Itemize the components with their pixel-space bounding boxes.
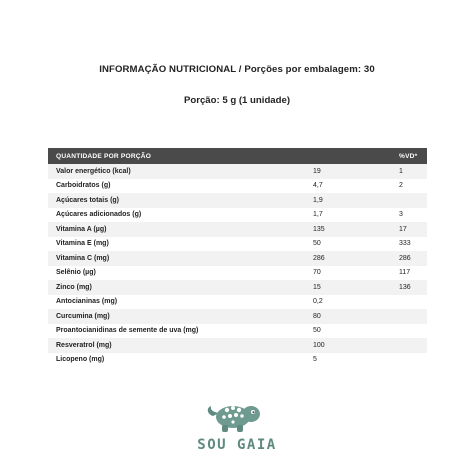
nutrient-name: Proantocianidinas de semente de uva (mg) xyxy=(56,327,199,335)
table-row xyxy=(48,222,427,237)
nutrient-vd: 333 xyxy=(399,240,411,248)
nutrient-amount: 50 xyxy=(313,327,321,335)
table-row xyxy=(48,179,427,194)
table-row xyxy=(48,164,427,179)
dinosaur-mascot-icon xyxy=(205,396,269,436)
nutrition-title: INFORMAÇÃO NUTRICIONAL / Porções por embalagem: 30 xyxy=(99,64,375,75)
nutrient-name: Zinco (mg) xyxy=(56,283,92,291)
brand-name: SOU GAIA xyxy=(197,437,277,453)
table-row xyxy=(48,295,427,310)
nutrient-amount: 70 xyxy=(313,269,321,277)
portion-size: Porção: 5 g (1 unidade) xyxy=(183,95,291,106)
nutrient-name: Selênio (µg) xyxy=(56,269,96,277)
nutrient-name: Antocianinas (mg) xyxy=(56,298,118,306)
table-row xyxy=(48,353,427,368)
table-row xyxy=(48,193,427,208)
nutrient-vd xyxy=(391,193,427,208)
table-row xyxy=(48,237,427,252)
nutrient-vd: 3 xyxy=(399,211,403,219)
nutrient-amount: 1,9 xyxy=(313,196,323,204)
nutrient-name: Açúcares totais (g) xyxy=(56,196,120,204)
nutrient-vd: 136 xyxy=(399,283,411,291)
nutrient-vd xyxy=(391,338,427,353)
nutrient-amount: 50 xyxy=(313,240,321,248)
table-row xyxy=(48,251,427,266)
nutrition-table xyxy=(48,148,427,367)
nutrient-name: Vitamina E (mg) xyxy=(56,240,109,248)
nutrient-vd xyxy=(391,353,427,368)
table-row xyxy=(48,309,427,324)
nutrient-name: Valor energético (kcal) xyxy=(56,167,131,175)
brand-logo xyxy=(0,396,474,474)
table-row xyxy=(48,324,427,339)
nutrient-vd: 1 xyxy=(399,167,403,175)
column-header-vd: %VD* xyxy=(399,152,418,160)
nutrient-name: Resveratrol (mg) xyxy=(56,341,112,349)
nutrient-name: Carboidratos (g) xyxy=(56,182,111,190)
nutrient-name: Vitamina A (µg) xyxy=(56,225,107,233)
nutrient-amount: 0,2 xyxy=(313,298,323,306)
nutrient-vd: 286 xyxy=(399,254,411,262)
table-header-row xyxy=(48,148,427,164)
nutrient-name: Vitamina C (mg) xyxy=(56,254,110,262)
nutrient-amount: 135 xyxy=(313,225,325,233)
nutrient-amount: 80 xyxy=(313,312,321,320)
nutrient-amount: 1,7 xyxy=(313,211,323,219)
nutrient-vd xyxy=(391,309,427,324)
table-row xyxy=(48,208,427,223)
nutrient-amount: 286 xyxy=(313,254,325,262)
column-header-amount xyxy=(305,148,391,164)
table-row xyxy=(48,280,427,295)
table-row xyxy=(48,266,427,281)
table-row xyxy=(48,338,427,353)
nutrient-amount: 4,7 xyxy=(313,182,323,190)
nutrient-name: Licopeno (mg) xyxy=(56,356,105,364)
nutrient-amount: 100 xyxy=(313,341,325,349)
column-header-quantity: QUANTIDADE POR PORÇÃO xyxy=(56,152,152,160)
nutrient-amount: 5 xyxy=(313,356,317,364)
nutrient-vd: 17 xyxy=(399,225,407,233)
nutrient-vd: 2 xyxy=(399,182,403,190)
nutrient-amount: 15 xyxy=(313,283,321,291)
nutrient-vd: 117 xyxy=(399,269,411,277)
nutrient-name: Açúcares adicionados (g) xyxy=(56,211,142,219)
nutrient-name: Curcumina (mg) xyxy=(56,312,110,320)
nutrient-vd xyxy=(391,324,427,339)
nutrient-amount: 19 xyxy=(313,167,321,175)
nutrient-vd xyxy=(391,295,427,310)
